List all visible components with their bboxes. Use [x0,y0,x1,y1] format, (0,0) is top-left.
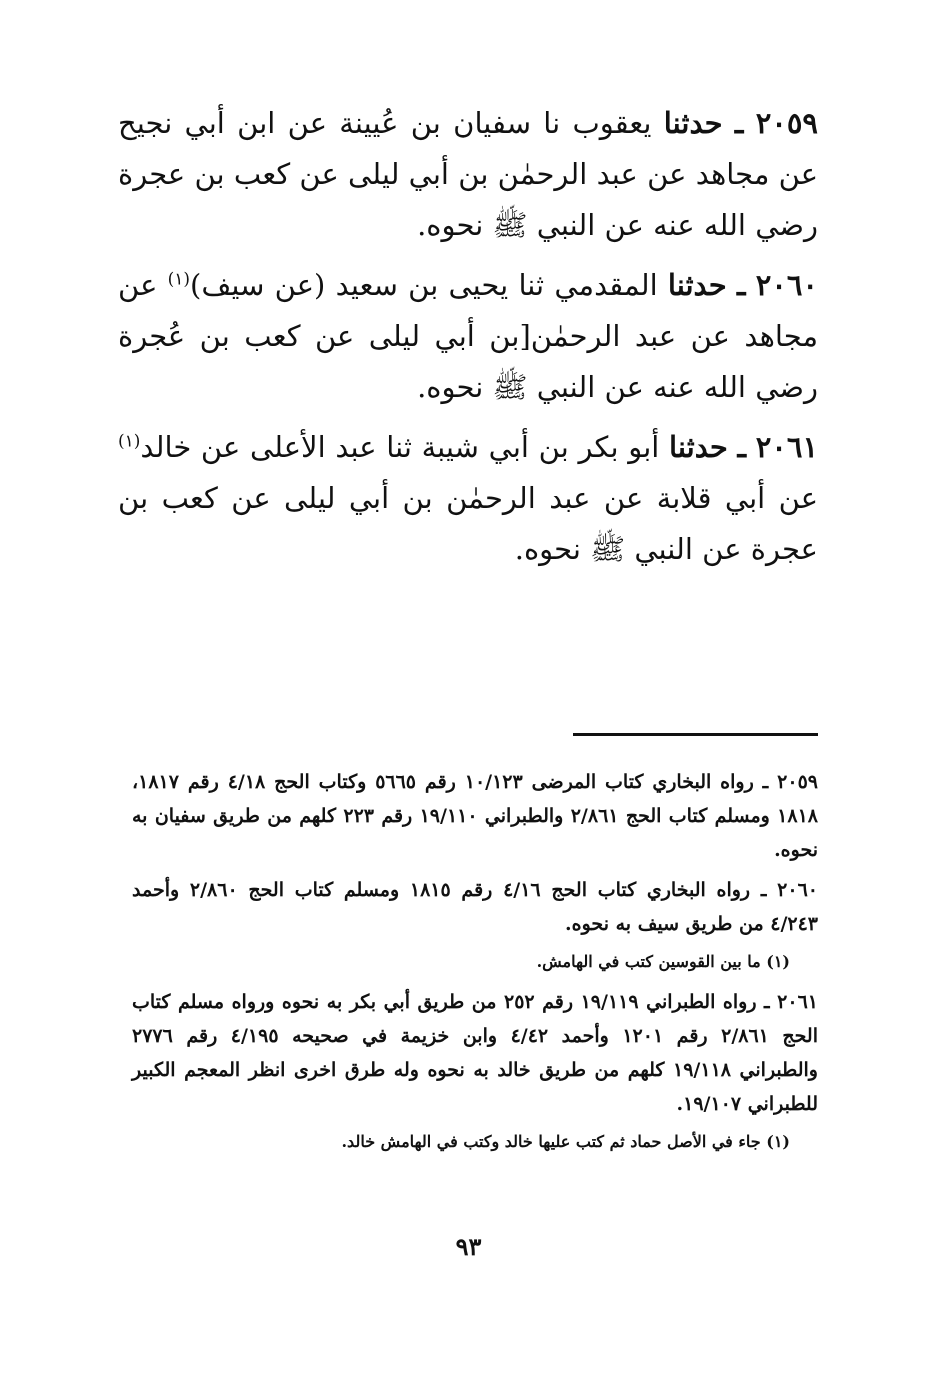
dash: ـ [764,991,770,1013]
footnote-2060 [132,873,818,941]
hadith-2060 [118,260,818,413]
sub-footnote: (١) جاء في الأصل حماد ثم كتب عليها خالد وكتب في الهامش خالد. [341,1132,790,1151]
hadith-number: ٢٠٦٠ [755,268,818,302]
hadith-text: المقدمي ثنا يحيى بن سعيد (عن سيف) [190,268,658,302]
footnote-marker: (١) [167,269,191,290]
dash: ـ [760,879,767,901]
hadith-text: أبو بكر بن أبي شيبة ثنا عبد الأعلى عن خالد [140,430,660,464]
dash: ـ [736,268,746,302]
hadith-text-continued: عن مجاهد عن عبد الرحمٰن[بن أبي ليلى عن كعب بن عُجرة رضي الله عنه عن النبي ﷺ نحوه. [118,268,818,404]
footnote-text: رواه البخاري كتاب المرضى ١٠/١٢٣ رقم ٥٦٦٥ وكتاب الحج ٤/١٨ رقم ١٨١٧، ١٨١٨ ومسلم كتاب الحج ٢/٨٦١ والطبراني ١٩/١١٠ رقم ٢٢٣ كلهم من طريق سفيان به نحوه. [132,771,818,861]
page-number: ٩٣ [455,1232,482,1261]
hadith-keyword: حدثنا [669,430,728,464]
dash: ـ [762,771,769,793]
footnotes [132,765,818,1165]
hadith-text: يعقوب نا سفيان بن عُيينة عن ابن أبي نجيح عن مجاهد عن عبد الرحمٰن بن أبي ليلى عن كعب بن عجرة رضي الله عنه عن النبي ﷺ نحوه. [118,106,818,242]
footnote-separator [573,733,818,736]
footnote-marker: (١) [118,431,141,452]
footnote-text: رواه الطبراني ١٩/١١٩ رقم ٢٥٢ من طريق أبي بكر به نحوه ورواه مسلم كتاب الحج ٢/٨٦١ رقم ١٢٠١ وأحمد ٤/٤٢ وابن خزيمة في صحيحه ٤/١٩٥ رقم ٢٧٧٦ والطبراني ١٩/١١٨ كلهم من طريق خالد به نحوه وله طرق اخرى انظر المعجم الكبير للطبراني ١٩/١٠٧. [132,991,818,1115]
hadith-keyword: حدثنا [667,268,727,302]
dash: ـ [737,430,747,464]
footnote-2061 [132,985,818,1121]
dash: ـ [734,106,744,140]
hadith-keyword: حدثنا [663,106,723,140]
hadith-main-text [118,98,818,584]
hadith-text-continued: عن أبي قلابة عن عبد الرحمٰن بن أبي ليلى عن كعب بن عجرة عن النبي ﷺ نحوه. [118,481,818,566]
hadith-2059 [118,98,818,251]
footnote-number: ٢٠٦٠ [777,879,818,901]
hadith-2061 [118,422,818,575]
footnote-number: ٢٠٥٩ [777,771,818,793]
footnote-number: ٢٠٦١ [777,991,818,1013]
footnote-text: رواه البخاري كتاب الحج ٤/١٦ رقم ١٨١٥ ومسلم كتاب الحج ٢/٨٦٠ وأحمد ٤/٢٤٣ من طريق سيف به نحوه. [132,879,818,935]
footnote-2059 [132,765,818,867]
hadith-number: ٢٠٥٩ [755,106,819,140]
hadith-number: ٢٠٦١ [755,430,819,464]
sub-footnote: (١) ما بين القوسين كتب في الهامش. [536,952,790,971]
